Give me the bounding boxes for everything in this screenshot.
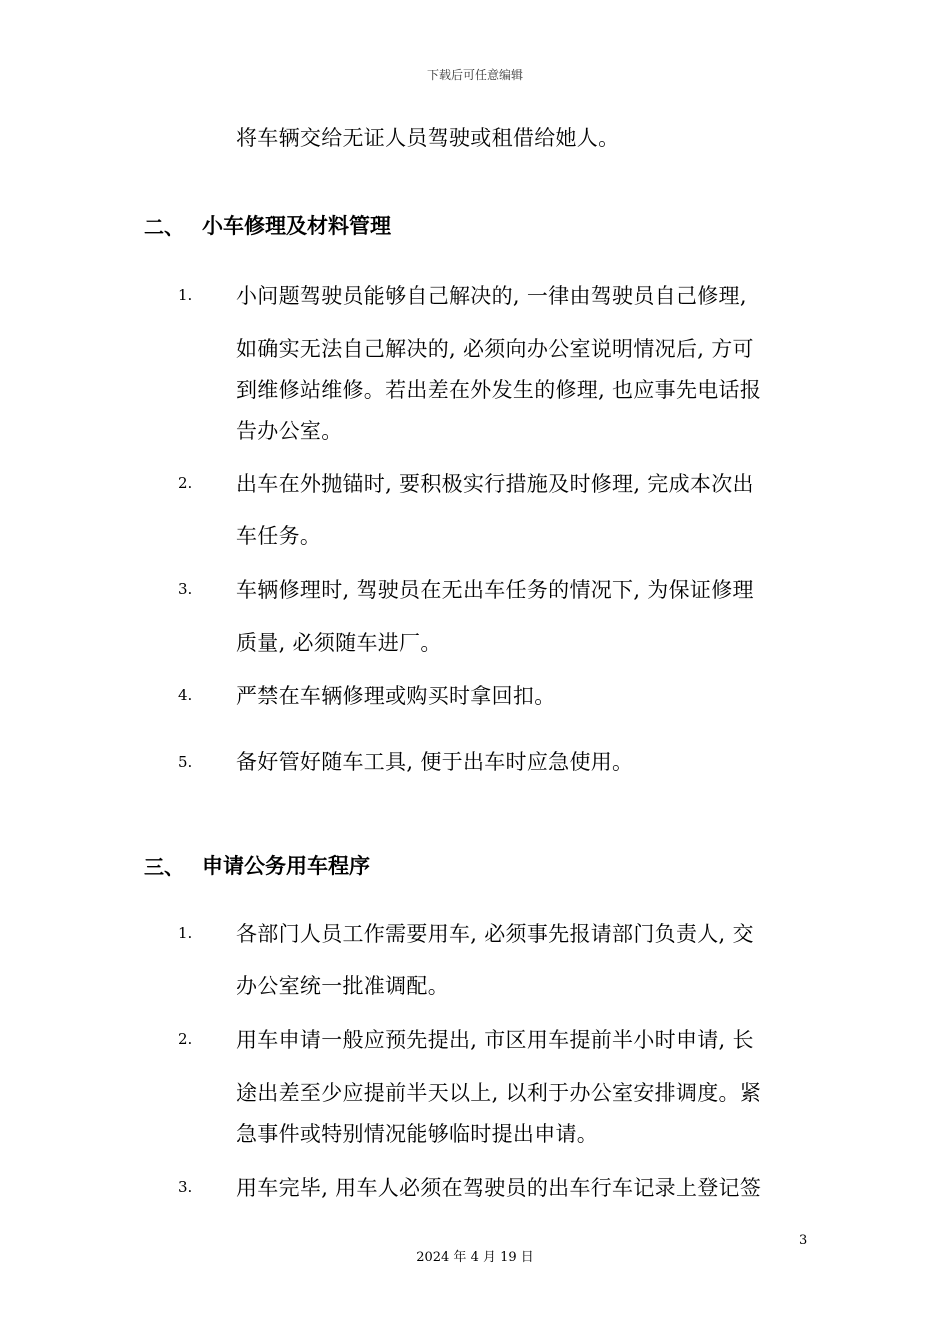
s2-item-3-number: 3. — [178, 580, 193, 598]
footer-date: 2024 年 4 月 19 日 — [416, 1250, 534, 1265]
s2-item-1-line-4: 告办公室。 — [236, 419, 343, 443]
s2-item-1-line-2: 如确实无法自己解决的, 必须向办公室说明情况后, 方可 — [236, 337, 754, 361]
s2-item-5-line-1: 备好管好随车工具, 便于出车时应急使用。 — [236, 750, 634, 774]
s3-item-1-number: 1. — [178, 924, 193, 942]
s3-item-2-line-3: 急事件或特别情况能够临时提出申请。 — [236, 1122, 599, 1146]
s2-item-2-line-1: 出车在外抛锚时, 要积极实行措施及时修理, 完成本次出 — [236, 472, 754, 496]
section-2-title: 小车修理及材料管理 — [202, 213, 391, 238]
page-number: 3 — [799, 1233, 808, 1248]
section-3-title: 申请公务用车程序 — [202, 853, 370, 878]
s2-item-3-line-1: 车辆修理时, 驾驶员在无出车任务的情况下, 为保证修理 — [236, 578, 754, 602]
s2-item-4-number: 4. — [178, 686, 193, 704]
s2-item-4-line-1: 严禁在车辆修理或购买时拿回扣。 — [236, 684, 556, 708]
header-note: 下载后可任意编辑 — [426, 68, 523, 82]
s2-item-1-number: 1. — [178, 286, 193, 304]
s3-item-1-line-2: 办公室统一批准调配。 — [236, 974, 449, 998]
s2-item-1-line-3: 到维修站维修。若出差在外发生的修理, 也应事先电话报 — [236, 378, 762, 402]
intro-line: 将车辆交给无证人员驾驶或租借给她人。 — [236, 126, 620, 150]
section-2-number: 二、 — [144, 215, 184, 239]
s3-item-2-number: 2. — [178, 1030, 193, 1048]
section-3-number: 三、 — [144, 855, 184, 879]
s2-item-5-number: 5. — [178, 753, 193, 771]
s3-item-3-line-1: 用车完毕, 用车人必须在驾驶员的出车行车记录上登记签 — [236, 1176, 762, 1200]
s3-item-3-number: 3. — [178, 1178, 193, 1196]
s3-item-1-line-1: 各部门人员工作需要用车, 必须事先报请部门负责人, 交 — [236, 922, 754, 946]
s3-item-2-line-1: 用车申请一般应预先提出, 市区用车提前半小时申请, 长 — [236, 1028, 754, 1052]
s3-item-2-line-2: 途出差至少应提前半天以上, 以利于办公室安排调度。紧 — [236, 1081, 762, 1105]
s2-item-1-line-1: 小问题驾驶员能够自己解决的, 一律由驾驶员自己修理, — [236, 284, 747, 308]
s2-item-3-line-2: 质量, 必须随车进厂。 — [236, 631, 442, 655]
s2-item-2-line-2: 车任务。 — [236, 524, 322, 548]
s2-item-2-number: 2. — [178, 474, 193, 492]
